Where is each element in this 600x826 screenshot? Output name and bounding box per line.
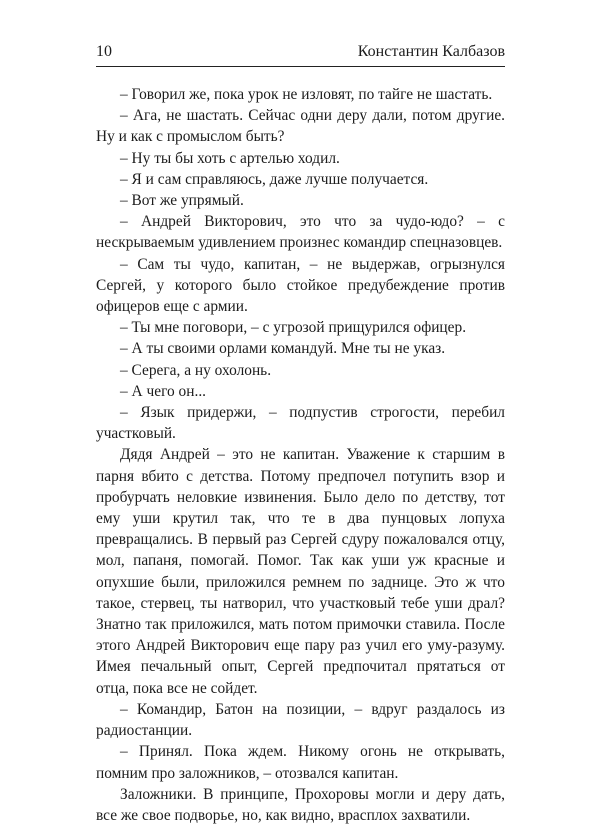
paragraph: – А ты своими орлами командуй. Мне ты не указ. [120, 340, 446, 358]
paragraph: – Ага, не шастать. Сейчас одни деру дали, потом другие. Ну и как с промыслом быть? [96, 107, 505, 146]
paragraph: – Принял. Пока ждем. Никому огонь не открывать, помним про заложников, – отозвался капитан. [96, 743, 505, 782]
running-head-author: Константин Калбазов [357, 43, 505, 60]
paragraph: Заложники. В принципе, Прохоровы могли и деру дать, все же свое подворье, но, как видно, врасплох захватили. [96, 785, 505, 824]
header-rule [96, 66, 505, 67]
paragraph: – А чего он... [120, 382, 207, 400]
paragraph: Дядя Андрей – это не капитан. Уважение к старшим в парня вбито с детства. Потому предпочел потупить взор и пробурчать неловкие извинения. Было дело по детству, тот ему уши крутил так, что те в два пунцовых лопуха превращались. В первый раз Сергей сдуру пожаловался отцу, мол, папаня, помогай. Помог. Так как уши уж красные и опухшие были, приложился ремнем по заднице. Это ж что такое, стервец, ты натворил, что участковый тебе уши драл? Знатно так приложился, мать потом примочки ставила. После этого Андрей Викторович еще пару раз учил его уму-разуму. Имея печальный опыт, Сергей предпочитал прятаться от отца, пока все не сойдет. [96, 446, 505, 697]
paragraph: – Андрей Викторович, это что за чудо-юдо? – с нескрываемым удивлением произнес командир спецназовцев. [96, 213, 505, 252]
body-text [96, 84, 505, 826]
paragraph: – Ты мне поговори, – с угрозой прищурился офицер. [120, 319, 467, 337]
page-number: 10 [96, 43, 112, 60]
paragraph: – Сам ты чудо, капитан, – не выдержав, огрызнулся Сергей, у которого было стойкое предубеждение против офицеров еще с армии. [96, 255, 505, 316]
paragraph: – Язык придержи, – подпустив строгости, перебил участковый. [96, 404, 505, 443]
paragraph: – Я и сам справляюсь, даже лучше получается. [120, 170, 429, 188]
paragraph: – Говорил же, пока урок не изловят, по тайге не шастать. [120, 86, 493, 103]
paragraph: – Командир, Батон на позиции, – вдруг раздалось из радиостанции. [96, 700, 505, 740]
paragraph: – Ну ты бы хоть с артелью ходил. [120, 149, 340, 167]
page-header [96, 40, 505, 64]
paragraph: – Серега, а ну охолонь. [120, 361, 272, 379]
paragraph: – Вот же упрямый. [120, 192, 244, 210]
